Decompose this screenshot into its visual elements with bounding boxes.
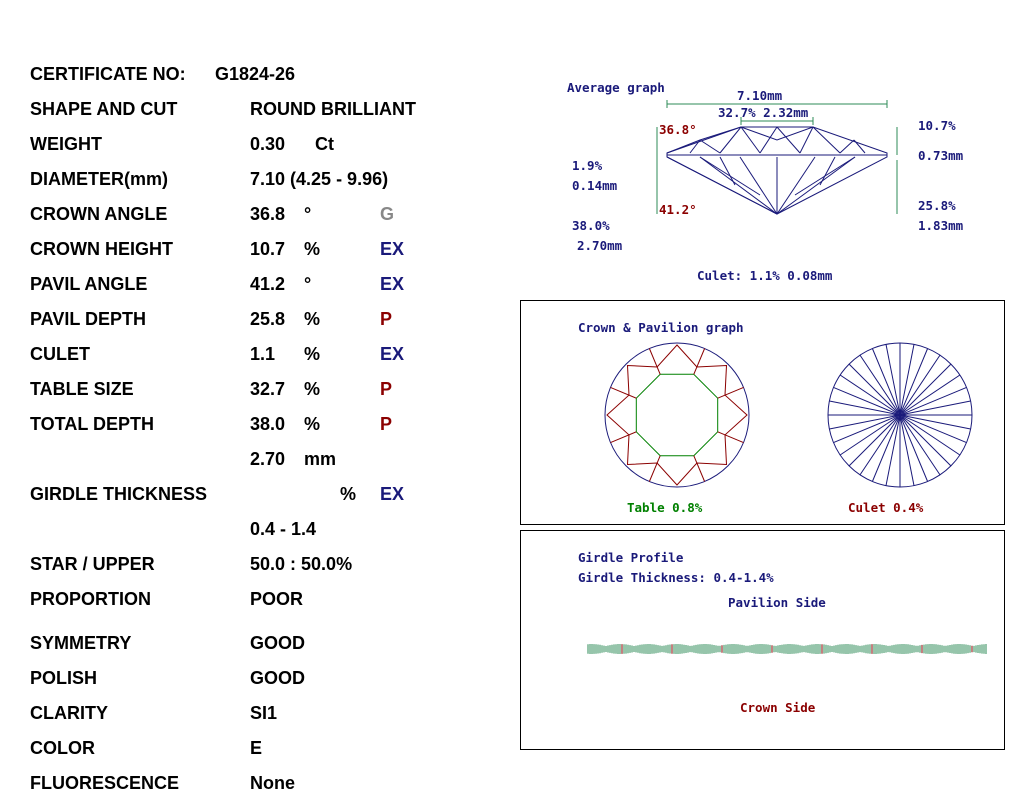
row-label: CROWN HEIGHT: [30, 239, 173, 259]
row-label: POLISH: [30, 668, 98, 688]
row-value: GOOD: [250, 633, 306, 653]
row-unit: °: [304, 274, 312, 294]
pavilion-view-diagram: [828, 343, 972, 487]
crown-pavilion-title: Crown & Pavilion graph: [578, 320, 744, 335]
culet-percent-label: Culet 0.4%: [848, 500, 924, 515]
row-value: 50.0 : 50.0%: [250, 554, 353, 574]
girdle-profile-panel: [520, 530, 1005, 750]
row-grade: EX: [380, 274, 405, 294]
row-label: PROPORTION: [30, 589, 152, 609]
row-grade: P: [380, 309, 393, 329]
row-label: FLUORESCENCE: [30, 773, 180, 793]
crown-pavilion-diagram: [521, 301, 1004, 524]
avg-girdle-mm: 0.14mm: [572, 178, 618, 193]
certificate-number: G1824-26: [215, 64, 296, 84]
row-value: 36.8: [250, 204, 286, 224]
table-percent-label: Table 0.8%: [627, 500, 703, 515]
girdle-profile-title: Girdle Profile: [578, 550, 684, 565]
crown-view-diagram: [605, 343, 749, 487]
row-label: STAR / UPPER: [30, 554, 155, 574]
row-grade: P: [380, 379, 393, 399]
avg-diameter: 7.10mm: [737, 88, 783, 103]
avg-total-depth-mm: 2.70mm: [577, 238, 623, 253]
row-label: TOTAL DEPTH: [30, 414, 155, 434]
row-value: POOR: [250, 589, 304, 609]
row-value: 2.70: [250, 449, 286, 469]
row-grade: P: [380, 414, 393, 434]
avg-culet: Culet: 1.1% 0.08mm: [697, 268, 833, 283]
avg-girdle-pct: 1.9%: [572, 158, 603, 173]
avg-table: 32.7% 2.32mm: [718, 105, 809, 120]
row-label: TABLE SIZE: [30, 379, 134, 399]
avg-pavil-angle: 41.2°: [659, 202, 697, 217]
pavilion-side-label: Pavilion Side: [728, 595, 826, 610]
row-grade: EX: [380, 239, 405, 259]
row-unit: %: [304, 344, 321, 364]
row-unit: %: [304, 414, 321, 434]
avg-total-depth-pct: 38.0%: [572, 218, 610, 233]
row-grade: EX: [380, 344, 405, 364]
row-label: GIRDLE THICKNESS: [30, 484, 208, 504]
row-unit: %: [304, 239, 321, 259]
row-label: CULET: [30, 344, 90, 364]
crown-side-label: Crown Side: [740, 700, 816, 715]
crown-pavilion-panel: [520, 300, 1005, 525]
girdle-profile-strip: [521, 531, 1004, 749]
girdle-thickness-text: Girdle Thickness: 0.4-1.4%: [578, 570, 774, 585]
row-label: SHAPE AND CUT: [30, 99, 178, 119]
row-label: COLOR: [30, 738, 95, 758]
row-unit: mm: [304, 449, 337, 469]
row-value: 41.2: [250, 274, 286, 294]
avg-crown-angle: 36.8°: [659, 122, 697, 137]
row-value: 7.10 (4.25 - 9.96): [250, 169, 389, 189]
row-unit: %: [340, 484, 357, 504]
row-label: PAVIL DEPTH: [30, 309, 147, 329]
row-label: CLARITY: [30, 703, 108, 723]
row-value: E: [250, 738, 263, 758]
row-value: 10.7: [250, 239, 286, 259]
row-label: WEIGHT: [30, 134, 102, 154]
row-value: GOOD: [250, 668, 306, 688]
certificate-label: CERTIFICATE NO:: [30, 64, 186, 84]
row-label: CROWN ANGLE: [30, 204, 168, 224]
avg-graph-title: Average graph: [567, 80, 665, 95]
row-value: ROUND BRILLIANT: [250, 99, 416, 119]
avg-crown-height-mm: 0.73mm: [918, 148, 964, 163]
row-value: 32.7: [250, 379, 286, 399]
diamond-profile-diagram: [0, 0, 1010, 300]
row-value: 25.8: [250, 309, 286, 329]
avg-pavil-depth-mm: 1.83mm: [918, 218, 964, 233]
row-unit: %: [304, 379, 321, 399]
avg-pavil-depth-pct: 25.8%: [918, 198, 956, 213]
row-value: 38.0: [250, 414, 286, 434]
row-unit: Ct: [315, 134, 334, 154]
row-value: 0.30: [250, 134, 286, 154]
row-unit: °: [304, 204, 312, 224]
diamond-outline: [667, 127, 887, 214]
row-value: 1.1: [250, 344, 276, 364]
row-grade: G: [380, 204, 395, 224]
avg-crown-height-pct: 10.7%: [918, 118, 956, 133]
row-label: DIAMETER(mm): [30, 169, 168, 189]
row-value: 0.4 - 1.4: [250, 519, 317, 539]
row-label: PAVIL ANGLE: [30, 274, 148, 294]
row-grade: EX: [380, 484, 405, 504]
row-label: SYMMETRY: [30, 633, 132, 653]
row-value: SI1: [250, 703, 278, 723]
row-value: None: [250, 773, 295, 793]
row-unit: %: [304, 309, 321, 329]
